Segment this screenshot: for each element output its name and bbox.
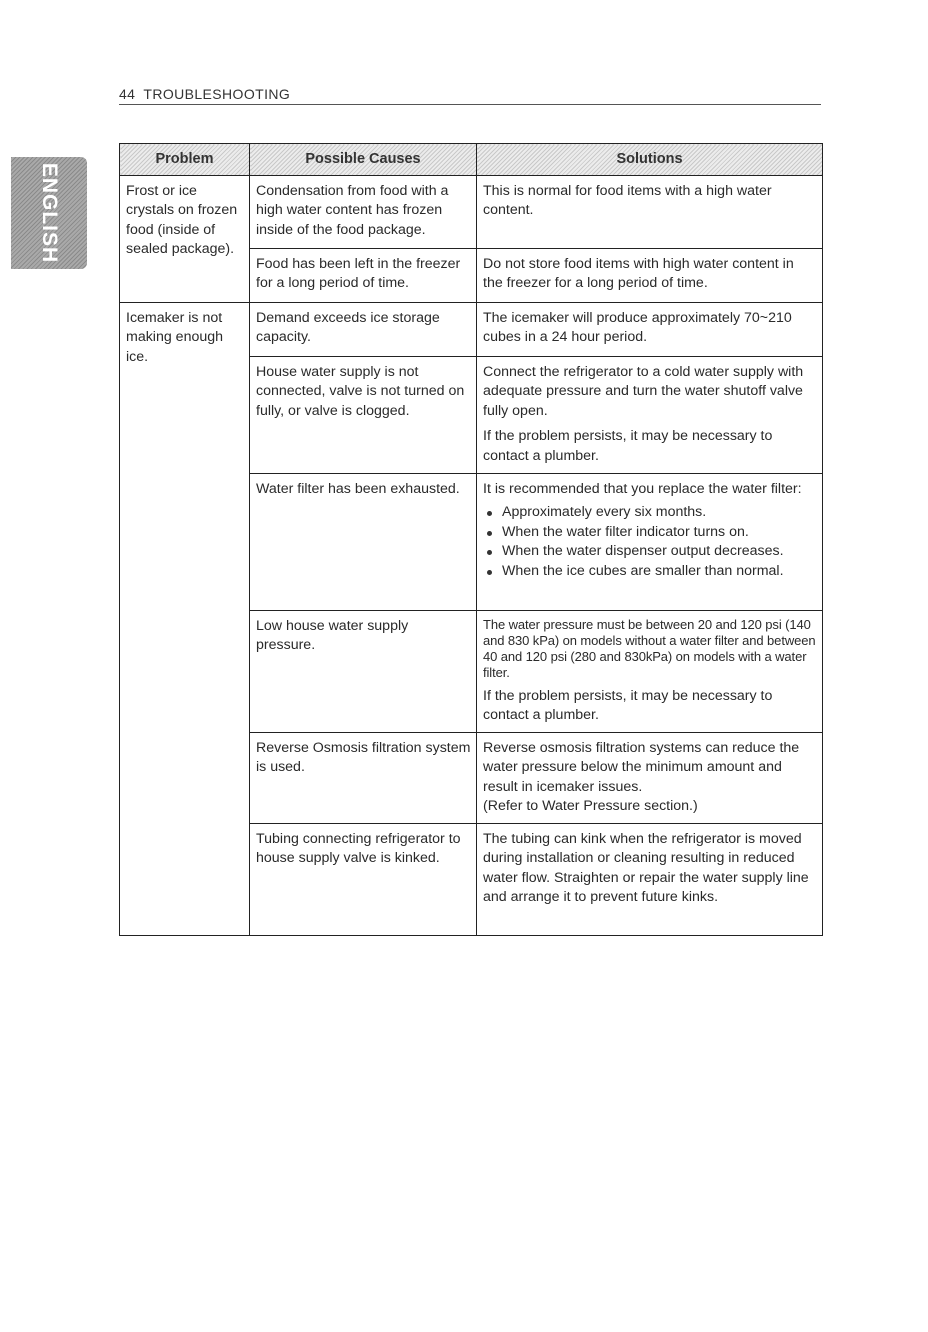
language-side-tab — [11, 157, 87, 269]
bullet-item: When the water filter indicator turns on. — [483, 523, 817, 542]
table-header-row — [120, 144, 823, 176]
bullet-item: When the ice cubes are smaller than normal. — [483, 562, 817, 581]
bullet-list — [483, 503, 817, 581]
solution-cell — [477, 474, 823, 611]
cause-cell: Reverse Osmosis filtration system is used. — [250, 732, 477, 823]
section-title: TROUBLESHOOTING — [143, 86, 291, 102]
language-label: ENGLISH — [38, 162, 61, 264]
solution-text: Reverse osmosis filtration systems can reduce the water pressure below the minimum amount and result in icemaker issues. — [483, 739, 800, 795]
page-header — [119, 86, 821, 105]
solution-cell: The icemaker will produce approximately 70~210 cubes in a 24 hour period. — [477, 303, 823, 357]
solution-text: The water pressure must be between 20 and 120 psi (140 and 830 kPa) on models without a water filter and between 40 and 120 psi (280 and 830kPa) on models with a water filter. — [483, 617, 816, 680]
cause-cell: Water filter has been exhausted. — [250, 474, 477, 611]
solution-cell: Do not store food items with high water content in the freezer for a long period of time. — [477, 249, 823, 303]
bullet-item: Approximately every six months. — [483, 503, 817, 522]
solution-cell: The tubing can kink when the refrigerator is moved during installation or cleaning resulting in reduced water flow. Straighten or repair the water supply line and arrange it to prevent future kinks. — [477, 823, 823, 935]
bullet-item: When the water dispenser output decreases. — [483, 542, 817, 561]
page-number: 44 — [119, 86, 136, 102]
cause-cell: Demand exceeds ice storage capacity. — [250, 303, 477, 357]
cause-cell: Condensation from food with a high water content has frozen inside of the food package. — [250, 176, 477, 249]
cause-cell: Food has been left in the freezer for a long period of time. — [250, 249, 477, 303]
problem-cell: Icemaker is not making enough ice. — [120, 303, 250, 936]
solution-cell — [477, 611, 823, 733]
cause-cell: Tubing connecting refrigerator to house supply valve is kinked. — [250, 823, 477, 935]
solution-cell: This is normal for food items with a high water content. — [477, 176, 823, 249]
cause-cell: Low house water supply pressure. — [250, 611, 477, 733]
problem-cell: Frost or ice crystals on frozen food (inside of sealed package). — [120, 176, 250, 303]
solution-note: If the problem persists, it may be necessary to contact a plumber. — [483, 688, 773, 724]
table-row — [120, 176, 823, 249]
solution-note: If the problem persists, it may be necessary to contact a plumber. — [483, 428, 773, 464]
troubleshooting-table — [119, 143, 823, 936]
solution-cell — [477, 732, 823, 823]
cause-cell: House water supply is not connected, valve is not turned on fully, or valve is clogged. — [250, 357, 477, 474]
column-header-problem: Problem — [120, 144, 250, 176]
solution-text: It is recommended that you replace the water filter: — [483, 481, 802, 497]
column-header-causes: Possible Causes — [250, 144, 477, 176]
solution-note: (Refer to Water Pressure section.) — [483, 798, 698, 815]
solution-cell — [477, 357, 823, 474]
column-header-solutions: Solutions — [477, 144, 823, 176]
solution-text: Connect the refrigerator to a cold water supply with adequate pressure and turn the water shutoff valve fully open. — [483, 364, 804, 419]
table-row — [120, 303, 823, 357]
